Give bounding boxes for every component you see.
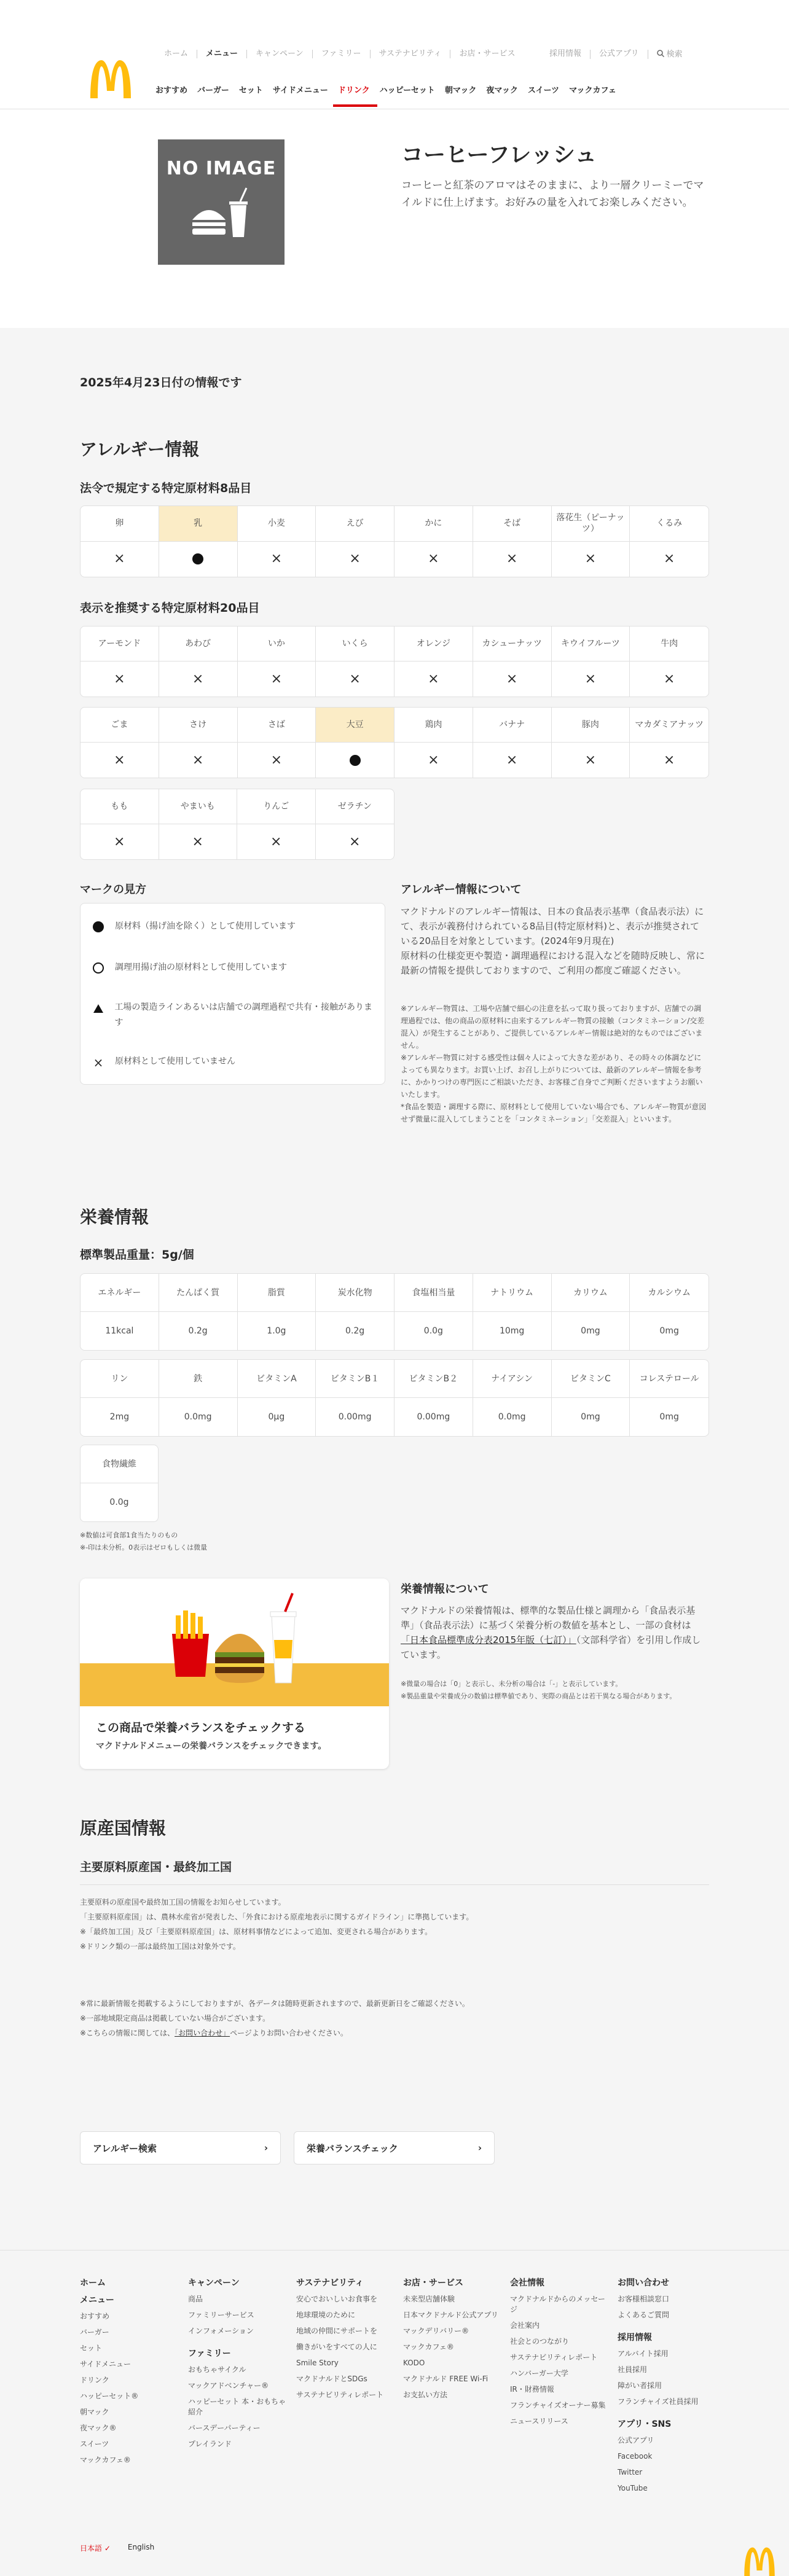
allergen-mark: [394, 743, 473, 778]
info-date: 2025年4月23日付の情報です: [80, 376, 242, 389]
open-circle-icon: [93, 962, 104, 974]
cross-icon: ×: [506, 671, 518, 687]
cross-icon: ×: [114, 551, 125, 567]
nav-mccafe[interactable]: マックカフェ: [569, 86, 616, 95]
allergen-mark: [159, 824, 238, 859]
top-nav: [155, 50, 524, 58]
legend-item-oil: [92, 960, 287, 975]
nav-recommended[interactable]: おすすめ: [155, 86, 188, 95]
allergen-mark: [159, 542, 238, 577]
product-image: [158, 139, 285, 265]
nutrition-table-row2: [80, 1359, 709, 1437]
footer-link[interactable]: ハッピーセット 本・おもちゃ紹介: [188, 2397, 286, 2416]
footer-link[interactable]: 障がい者採用: [618, 2381, 662, 2390]
allergy-search-label: アレルギー検索: [93, 2142, 157, 2154]
footer-link[interactable]: 社員採用: [618, 2365, 648, 2374]
nutrient-value: 0.0g: [109, 1497, 129, 1507]
footer-heading[interactable]: お店・サービス: [403, 2278, 463, 2288]
cross-icon: ×: [114, 752, 125, 768]
nav-night[interactable]: 夜マック: [486, 86, 518, 95]
top-nav-stores[interactable]: お店・サービス: [459, 49, 516, 58]
footer-link[interactable]: ハンバーガー大学: [510, 2369, 568, 2378]
product-hero: [0, 109, 789, 328]
nutrient-name: 鉄: [159, 1360, 238, 1398]
cross-icon: ×: [270, 833, 282, 849]
product-description: コーヒーと紅茶のアロマはそのままに、より一層クリーミーでマイルドに仕上げます。お好みの量を入れてお楽しみください。: [401, 179, 704, 209]
contact-link[interactable]: 「お問い合わせ」: [175, 2029, 230, 2037]
food-composition-link[interactable]: 「日本食品標準成分表2015年版（七訂）」: [401, 1634, 576, 1645]
top-nav-family[interactable]: ファミリー: [313, 50, 371, 58]
nutrient-name: ナトリウム: [473, 1274, 552, 1312]
meal-illustration-icon: [166, 1591, 307, 1689]
origin-notes-1: ※常に最新情報を掲載するようにしておりますが、各データは随時更新されますので、最新更新日をご確認ください。 ※一部地域限定商品は掲載していない場合がございます。 ※こちらの情報に関しては、: [80, 1999, 469, 2037]
allergen-mark: [80, 743, 159, 778]
allergen-mark: [80, 542, 159, 577]
cross-icon: ×: [584, 671, 597, 687]
allergen-name: ゼラチン: [316, 789, 394, 824]
allergen-mark: [159, 743, 238, 778]
nutrient-name: ビタミンC: [552, 1360, 630, 1398]
cross-icon: ×: [114, 833, 125, 849]
allergen-mark: [394, 662, 473, 697]
cross-icon: ×: [192, 833, 203, 849]
nutrition-about-title: 栄養情報について: [401, 1583, 489, 1596]
footer-link[interactable]: 地球環境のために: [296, 2311, 356, 2319]
footer-link[interactable]: おすすめ: [80, 2312, 110, 2320]
footer-link[interactable]: マックカフェ®: [80, 2456, 131, 2464]
cross-icon: ×: [270, 752, 283, 768]
top-nav-menu[interactable]: メニュー: [197, 50, 247, 58]
nutrient-value: 0.00mg: [394, 1398, 473, 1436]
footer-heading[interactable]: 採用情報: [618, 2333, 652, 2343]
footer-link[interactable]: Facebook: [618, 2452, 653, 2461]
footer-heading[interactable]: キャンペーン: [188, 2278, 240, 2288]
legend-item-not-used: [92, 1054, 235, 1069]
nutrient-name: カリウム: [552, 1274, 630, 1312]
origin-notes: [80, 1996, 709, 2040]
allergen-name: いか: [238, 626, 316, 662]
nutrient-value: 0μg: [238, 1398, 316, 1436]
footer-link[interactable]: 安心でおいしいお食事を: [296, 2295, 378, 2303]
allergy-about-title: アレルギー情報について: [401, 883, 522, 896]
footer-link[interactable]: 朝マック: [80, 2408, 109, 2416]
nutrient-name: エネルギー: [80, 1274, 159, 1312]
nutrient-value: 0mg: [552, 1398, 630, 1436]
allergen-mark: [316, 662, 394, 697]
allergen-name: 鶏肉: [394, 708, 473, 743]
allergen-mark: [238, 743, 316, 778]
allergen-mark: [237, 824, 316, 859]
nutrient-value: 2mg: [80, 1398, 159, 1436]
footer-link[interactable]: Smile Story: [296, 2359, 339, 2367]
allergen-name: バナナ: [473, 708, 552, 743]
nutrient-name: 炭水化物: [316, 1274, 394, 1312]
footer-column: [296, 2277, 398, 2406]
footer-link[interactable]: 公式アプリ: [618, 2436, 654, 2445]
footer-link[interactable]: スイーツ: [80, 2440, 109, 2448]
lang-ja-label: 日本語: [80, 2544, 103, 2553]
nutrition-about-text-2: （文部科学省）を引用し作成しています。: [401, 1634, 701, 1660]
nutrient-value: 0.0mg: [159, 1398, 238, 1436]
chevron-right-icon: ›: [264, 2142, 268, 2153]
nutrient-value: 0.0mg: [473, 1398, 552, 1436]
cross-icon: ×: [506, 551, 518, 567]
allergen-mark: [473, 743, 552, 778]
allergy-table-20-row1: [80, 626, 709, 697]
footer-column: [618, 2277, 719, 2499]
allergen-mark: [473, 542, 552, 577]
legend-label: 原材料として使用していません: [115, 1056, 235, 1066]
standard-weight: 標準製品重量：5g/個: [80, 1248, 194, 1262]
legend-item-shared: [92, 1000, 374, 1031]
legend-label: 調理用揚げ油の原材料として使用しています: [115, 962, 287, 972]
search-label: 検索: [666, 50, 683, 59]
allergen-name: もも: [80, 789, 159, 824]
legend-item-used: [92, 919, 296, 934]
nutrition-notes: ※数値は可食部1食当たりのもの ※-印は未分析。0表示はゼロもしくは微量: [80, 1531, 208, 1551]
allergen-mark: [552, 743, 630, 778]
cross-icon: ×: [93, 1055, 104, 1070]
nutrient-value: 11kcal: [80, 1312, 159, 1350]
allergen-name: 大豆: [316, 708, 394, 743]
footer-link[interactable]: インフォメーション: [188, 2327, 254, 2335]
origin-title: 原産国情報: [80, 1818, 167, 1838]
origin-divider: [80, 1884, 709, 1885]
allergen-name: カシューナッツ: [473, 626, 552, 662]
allergen-name: さけ: [159, 708, 238, 743]
nutrient-value: 1.0g: [238, 1312, 316, 1350]
footer-link[interactable]: おもちゃサイクル: [188, 2365, 246, 2374]
nav-sides[interactable]: サイドメニュー: [272, 86, 328, 95]
allergen-mark: [238, 542, 316, 577]
nutrition-check-button[interactable]: [294, 2131, 495, 2164]
footer-link[interactable]: アルバイト採用: [618, 2349, 669, 2358]
footer-link[interactable]: IR・財務情報: [510, 2385, 554, 2394]
footer-link[interactable]: ファミリーサービス: [188, 2311, 254, 2319]
allergen-mark: [159, 662, 238, 697]
footer-link[interactable]: 夜マック®: [80, 2424, 117, 2432]
footer-column: [403, 2277, 504, 2406]
nutrient-name: 脂質: [238, 1274, 316, 1312]
nutrient-name: リン: [80, 1360, 159, 1398]
nutrient-name: 食物繊維: [80, 1445, 158, 1483]
legend-title: マークの見方: [80, 883, 146, 896]
footer-link[interactable]: YouTube: [618, 2484, 648, 2492]
allergen-name: 乳: [159, 506, 238, 542]
allergy-about-text: マクドナルドのアレルギー情報は、日本の食品表示基準（食品表示法）にて、表示が義務付けられている8品目(特定原材料)と、表示が推奨されている20品目を対象としています。(2024年9月現在) 原材料の仕様変更や製造・調理過程における混入などを随時反映し、常に最新の情報を提供しておりますので、ご利用の都度ご確認ください。: [401, 906, 705, 976]
top-links: [541, 50, 691, 59]
nav-sets[interactable]: セット: [238, 86, 263, 95]
cross-icon: ×: [584, 551, 597, 567]
nutrition-about-text: [401, 1603, 708, 1662]
footer-link[interactable]: サステナビリティレポート: [296, 2391, 384, 2399]
allergen-mark: [80, 662, 159, 697]
footer-link[interactable]: プレイランド: [188, 2440, 232, 2448]
footer-link[interactable]: マクドナルド FREE Wi-Fi: [403, 2375, 489, 2383]
nutrient-name: ナイアシン: [473, 1360, 552, 1398]
legend-label: 工場の製造ラインあるいは店舗での調理過程で共有・接触があります: [114, 1002, 373, 1028]
footer-link[interactable]: KODO: [403, 2359, 425, 2367]
allergen-name: りんご: [237, 789, 316, 824]
nutrition-balance-card[interactable]: [80, 1579, 389, 1769]
allergen-name: くるみ: [630, 506, 709, 542]
nutrient-value: 0.00mg: [316, 1398, 394, 1436]
recruit-link[interactable]: 採用情報: [541, 50, 591, 59]
cross-icon: ×: [192, 752, 204, 768]
footer-heading[interactable]: お問い合わせ: [618, 2278, 669, 2288]
allergen-mark: [552, 542, 630, 577]
nutrition-table-row1: [80, 1273, 709, 1351]
allergy-search-button[interactable]: [80, 2131, 281, 2164]
footer-link[interactable]: ハッピーセット®: [80, 2392, 139, 2400]
search-icon: [657, 50, 664, 57]
allergen-mark: [316, 824, 394, 859]
footer-link[interactable]: ドリンク: [80, 2376, 109, 2384]
cross-icon: ×: [349, 551, 361, 567]
allergen-mark: [630, 542, 709, 577]
origin-text: 主要原料の原産国や最終加工国の情報をお知らせしています。 「主要原料原産国」は、農林水産省が発表した、「外食における原産地表示に関するガイドライン」に準拠しています。 ※「最終加工国」及び「主要原料原産国」は、原材料事情などによって追加、変更される場合があります。 ※ドリンク類の一部は最終加工国は対象外です。: [80, 1898, 474, 1951]
allergen-name: ごま: [80, 708, 159, 743]
cross-icon: ×: [270, 551, 283, 567]
card-subtitle: マクドナルドメニューの栄養バランスをチェックできます。: [96, 1741, 327, 1751]
footer-link[interactable]: マクドナルドとSDGs: [296, 2375, 367, 2383]
nutrition-check-label: 栄養バランスチェック: [307, 2142, 398, 2154]
footer-link[interactable]: セット: [80, 2344, 103, 2352]
product-title: コーヒーフレッシュ: [401, 142, 597, 168]
footer-column: [80, 2277, 181, 2471]
allergen-name: キウイフルーツ: [552, 626, 630, 662]
allergen-name: えび: [316, 506, 394, 542]
footer-heading[interactable]: 会社情報: [510, 2278, 544, 2288]
nutrition-title: 栄養情報: [80, 1207, 149, 1227]
nav-happy-set[interactable]: ハッピーセット: [379, 86, 435, 95]
allergy-title: アレルギー情報: [80, 439, 200, 459]
footer-column: [510, 2277, 611, 2432]
footer-link[interactable]: 働きがいをすべての人に: [296, 2343, 377, 2351]
allergen-name: マカダミアナッツ: [630, 708, 709, 743]
nutrition-about-text-1: マクドナルドの栄養情報は、標準的な製品仕様と調理から「食品表示基準」（食品表示法）に基づく栄養分析の数値を基本とし、一部の食材は: [401, 1605, 696, 1631]
nutrient-value: 10mg: [473, 1312, 552, 1350]
no-image-label: NO IMAGE: [166, 158, 277, 179]
allergen-name: 豚肉: [552, 708, 630, 743]
nav-breakfast[interactable]: 朝マック: [444, 86, 477, 95]
nutrient-name: ビタミンB１: [316, 1360, 394, 1398]
allergy-notes: ※アレルギー物質は、工場や店舗で細心の注意を払って取り扱っておりますが、店舗での調理過程では、他の商品の原材料に由来するアレルギー物質の接触（コンタミネーション/交差混入）が発生することがあり、ご提供しているアレルギー情報は絶対的なものではございません。 ※アレルギー物質に対する感受性は個々人によって大きな差があり、その時々の体調などによっても異なります。お買い上げ、お召し上がりについては、最新のアレルギー情報を参考に、かかりつけの専門医にご相談いただき、お客様ご自身でご判断くださいますようお願いいたします。 *食品を製造・調理する際に、原材料として使用していない場合でも、アレルギー物質が意図せず微量に混入してしまうことを「コンタミネーション」「交差混入」といいます。: [401, 1004, 707, 1123]
nutrient-name: コレステロール: [630, 1360, 709, 1398]
nav-burgers[interactable]: バーガー: [197, 86, 229, 95]
footer-link[interactable]: 商品: [188, 2295, 203, 2303]
origin-subtitle: 主要原料原産国・最終加工国: [80, 1860, 232, 1874]
search-link[interactable]: [648, 50, 691, 59]
allergen-name: あわび: [159, 626, 238, 662]
allergen-name: 牛肉: [630, 626, 709, 662]
card-title: この商品で栄養バランスをチェックする: [96, 1721, 305, 1735]
footer-heading[interactable]: サステナビリティ: [296, 2278, 364, 2288]
footer-link[interactable]: バーガー: [80, 2328, 109, 2336]
check-icon: ✓: [104, 2544, 111, 2553]
nutrition-about-notes: ※微量の場合は「0」と表示し、未分析の場合は「-」と表示しています。 ※製品重量や栄養成分の数値は標準値であり、実際の商品とは若干異なる場合があります。: [401, 1680, 677, 1700]
allergen-name: アーモンド: [80, 626, 159, 662]
footer-link[interactable]: 地域の仲間にサポートを: [296, 2327, 378, 2335]
allergen-name: 卵: [80, 506, 159, 542]
allergen-mark: [316, 542, 394, 577]
allergy-table-20-row3: [80, 789, 394, 860]
allergen-mark: [473, 662, 552, 697]
nutrient-name: ビタミンA: [238, 1360, 316, 1398]
allergen-mark: [394, 542, 473, 577]
nav-drinks[interactable]: ドリンク: [338, 84, 376, 108]
site-header: [0, 0, 789, 109]
footer-link[interactable]: 日本マクドナルド公式アプリ: [403, 2311, 498, 2319]
footer-link[interactable]: マックカフェ®: [403, 2343, 454, 2351]
footer-link[interactable]: 未来型店舗体験: [403, 2295, 455, 2303]
chevron-right-icon: ›: [477, 2142, 482, 2153]
nav-sweets[interactable]: スイーツ: [527, 86, 560, 95]
nutrient-value: 0mg: [552, 1312, 630, 1350]
nutrient-name: 食塩相当量: [394, 1274, 473, 1312]
burger-drink-icon: [187, 184, 255, 246]
footer-link[interactable]: よくあるご質問: [618, 2311, 670, 2319]
filled-circle-icon: [192, 553, 203, 564]
allergen-mark: [630, 743, 709, 778]
nutrient-name: カルシウム: [630, 1274, 709, 1312]
nutrition-table-row3: [80, 1445, 159, 1522]
cross-icon: ×: [663, 551, 675, 567]
top-nav-home[interactable]: ホーム: [155, 50, 197, 58]
footer-link[interactable]: フランチャイズオーナー募集: [510, 2401, 606, 2410]
card-image: [80, 1579, 389, 1706]
allergen-mark: [630, 662, 709, 697]
allergen-name: そば: [473, 506, 552, 542]
footer-link[interactable]: Twitter: [618, 2468, 643, 2476]
cross-icon: ×: [663, 752, 675, 768]
footer-mcdonalds-logo[interactable]: [741, 2547, 778, 2576]
allergen-name: さば: [238, 708, 316, 743]
footer-heading[interactable]: アプリ・SNS: [618, 2419, 672, 2429]
top-nav-campaign[interactable]: キャンペーン: [247, 50, 313, 58]
footer-link[interactable]: お客様相談窓口: [618, 2295, 670, 2303]
origin-notes-2: ページよりお問い合わせください。: [230, 2029, 348, 2037]
cross-icon: ×: [349, 833, 361, 849]
nutrient-name: ビタミンB２: [394, 1360, 473, 1398]
allergy-table-20-row2: [80, 707, 709, 778]
filled-circle-icon: [350, 755, 361, 766]
mark-legend: [80, 903, 385, 1085]
nutrient-value: 0mg: [659, 1412, 679, 1422]
cross-icon: ×: [270, 671, 283, 687]
filled-circle-icon: [93, 921, 104, 932]
lang-ja[interactable]: [80, 2543, 111, 2553]
allergen-mark: [552, 662, 630, 697]
triangle-icon: [93, 1004, 104, 1013]
footer-link[interactable]: マックデリバリー®: [403, 2327, 469, 2335]
language-switcher: [80, 2543, 154, 2553]
footer-link[interactable]: 社会とのつながり: [510, 2337, 570, 2346]
footer-heading[interactable]: メニュー: [80, 2295, 114, 2305]
footer-link[interactable]: マックアドベンチャー®: [188, 2381, 269, 2390]
app-link[interactable]: 公式アプリ: [591, 50, 648, 59]
footer-link[interactable]: 会社案内: [510, 2321, 540, 2330]
footer-link[interactable]: ニュースリリース: [510, 2417, 568, 2426]
nutrient-value: 0.2g: [316, 1312, 394, 1350]
footer-heading[interactable]: ファミリー: [188, 2349, 231, 2359]
top-nav-sustainability[interactable]: サステナビリティ: [371, 50, 451, 58]
allergy-group2-title: 表示を推奨する特定原材料20品目: [80, 601, 260, 615]
allergy-group1-title: 法令で規定する特定原材料8品目: [80, 482, 252, 495]
nutrient-value: 0.2g: [159, 1312, 238, 1350]
cross-icon: ×: [114, 671, 125, 687]
footer-heading[interactable]: ホーム: [80, 2278, 106, 2288]
lang-en[interactable]: English: [127, 2543, 155, 2551]
legend-label: 原材料（揚げ油を除く）として使用しています: [115, 921, 296, 931]
nutrient-value: 0.0g: [394, 1312, 473, 1350]
allergen-name: いくら: [316, 626, 394, 662]
cross-icon: ×: [428, 671, 439, 687]
allergen-name: 小麦: [238, 506, 316, 542]
allergen-mark: [238, 662, 316, 697]
cross-icon: ×: [584, 752, 597, 768]
cross-icon: ×: [428, 752, 439, 768]
footer-link[interactable]: フランチャイズ社員採用: [618, 2397, 699, 2406]
footer-link[interactable]: サイドメニュー: [80, 2360, 132, 2368]
cross-icon: ×: [663, 671, 675, 687]
nutrient-value: 0mg: [659, 1326, 679, 1336]
allergy-table-8: [80, 505, 709, 577]
allergen-name: 落花生（ピーナッツ）: [552, 506, 630, 542]
cross-icon: ×: [428, 551, 439, 567]
allergen-mark: [316, 743, 394, 778]
footer-link[interactable]: マクドナルドからのメッセージ: [510, 2295, 605, 2314]
footer-link[interactable]: サステナビリティレポート: [510, 2353, 598, 2362]
cross-icon: ×: [506, 752, 518, 768]
footer-link[interactable]: バースデーパーティー: [188, 2424, 261, 2432]
cross-icon: ×: [349, 671, 361, 687]
footer-column: [188, 2277, 289, 2455]
cross-icon: ×: [192, 671, 204, 687]
allergen-name: かに: [394, 506, 473, 542]
nutrient-name: たんぱく質: [159, 1274, 238, 1312]
main-nav: [155, 84, 626, 108]
footer-link[interactable]: お支払い方法: [403, 2391, 448, 2399]
allergen-mark: [80, 824, 159, 859]
allergen-name: やまいも: [159, 789, 238, 824]
allergen-name: オレンジ: [394, 626, 473, 662]
mcdonalds-logo[interactable]: [88, 59, 133, 98]
